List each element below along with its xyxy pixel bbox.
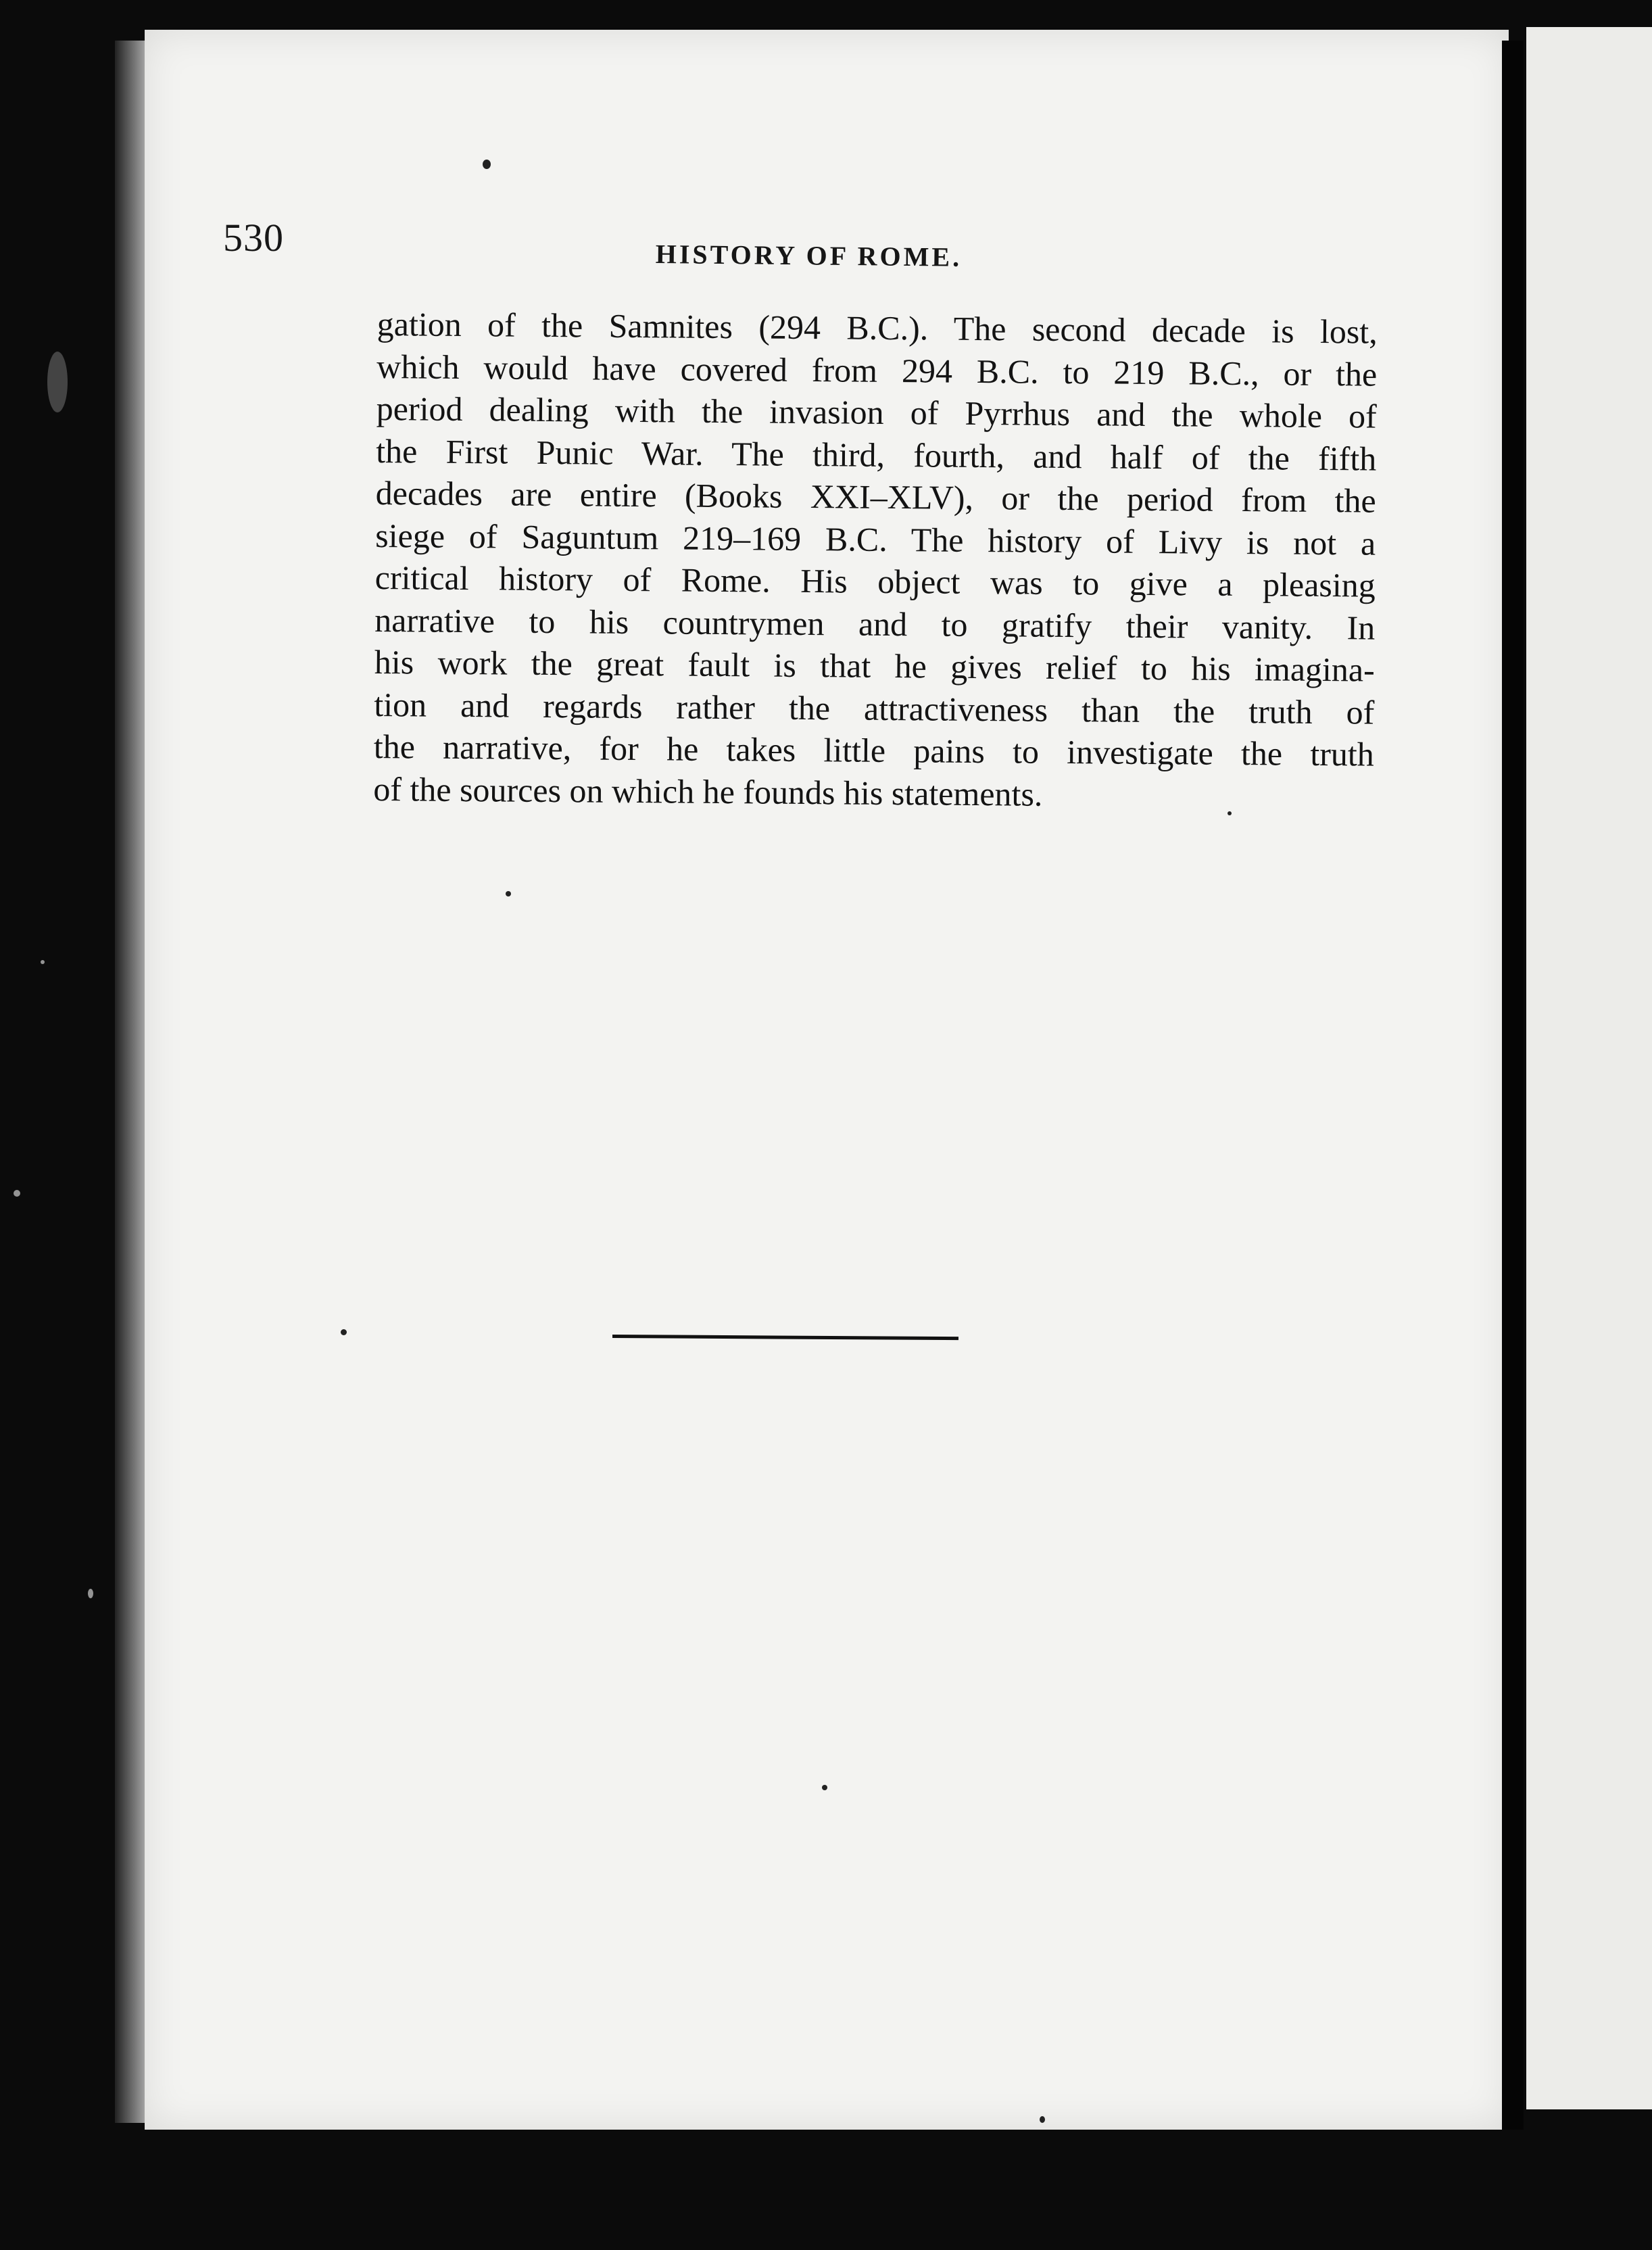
text-line: which would have covered from 294 B.C. to 219 B.C., or the bbox=[376, 347, 1378, 393]
facing-page-strip bbox=[1526, 27, 1652, 2109]
text-line: siege of Saguntum 219–169 B.C. The history of Livy is not a bbox=[375, 516, 1376, 562]
text-line: critical history of Rome. His object was to give a pleasing bbox=[374, 558, 1376, 604]
scan-speck bbox=[47, 352, 68, 412]
text-line: the First Punic War. The third, fourth, and half of the fifth bbox=[376, 431, 1377, 478]
page-number: 530 bbox=[223, 216, 284, 260]
scan-speck bbox=[1228, 811, 1232, 815]
text-line: decades are entire (Books XXI–XLV), or the period from the bbox=[375, 473, 1376, 520]
text-line: of the sources on which he founds his statements. bbox=[373, 769, 1043, 813]
scan-speck bbox=[506, 891, 511, 896]
scan-speck bbox=[341, 1329, 347, 1335]
binding-gutter bbox=[1502, 41, 1524, 2150]
scan-background-bottom bbox=[0, 2130, 1652, 2250]
text-line: period dealing with the invasion of Pyrrhus and the whole of bbox=[376, 389, 1377, 435]
scan-speck bbox=[14, 1190, 20, 1197]
running-title: HISTORY OF ROME. bbox=[655, 238, 963, 272]
text-line: gation of the Samnites (294 B.C.). The second decade is lost, bbox=[376, 304, 1378, 351]
scan-speck bbox=[822, 1785, 827, 1790]
scan-speck bbox=[483, 160, 491, 169]
text-line: tion and regards rather the attractiveness than the truth of bbox=[374, 685, 1375, 732]
scan-speck bbox=[1040, 2116, 1045, 2123]
text-line: his work the great fault is that he gives relief to his imagina- bbox=[374, 642, 1376, 689]
text-line: the narrative, for he takes little pains to investigate the truth bbox=[373, 727, 1375, 773]
body-paragraph bbox=[373, 303, 1378, 818]
text-line: narrative to his countrymen and to gratify their vanity. In bbox=[374, 600, 1376, 647]
scan-speck bbox=[88, 1589, 93, 1598]
scan-speck bbox=[41, 960, 45, 964]
